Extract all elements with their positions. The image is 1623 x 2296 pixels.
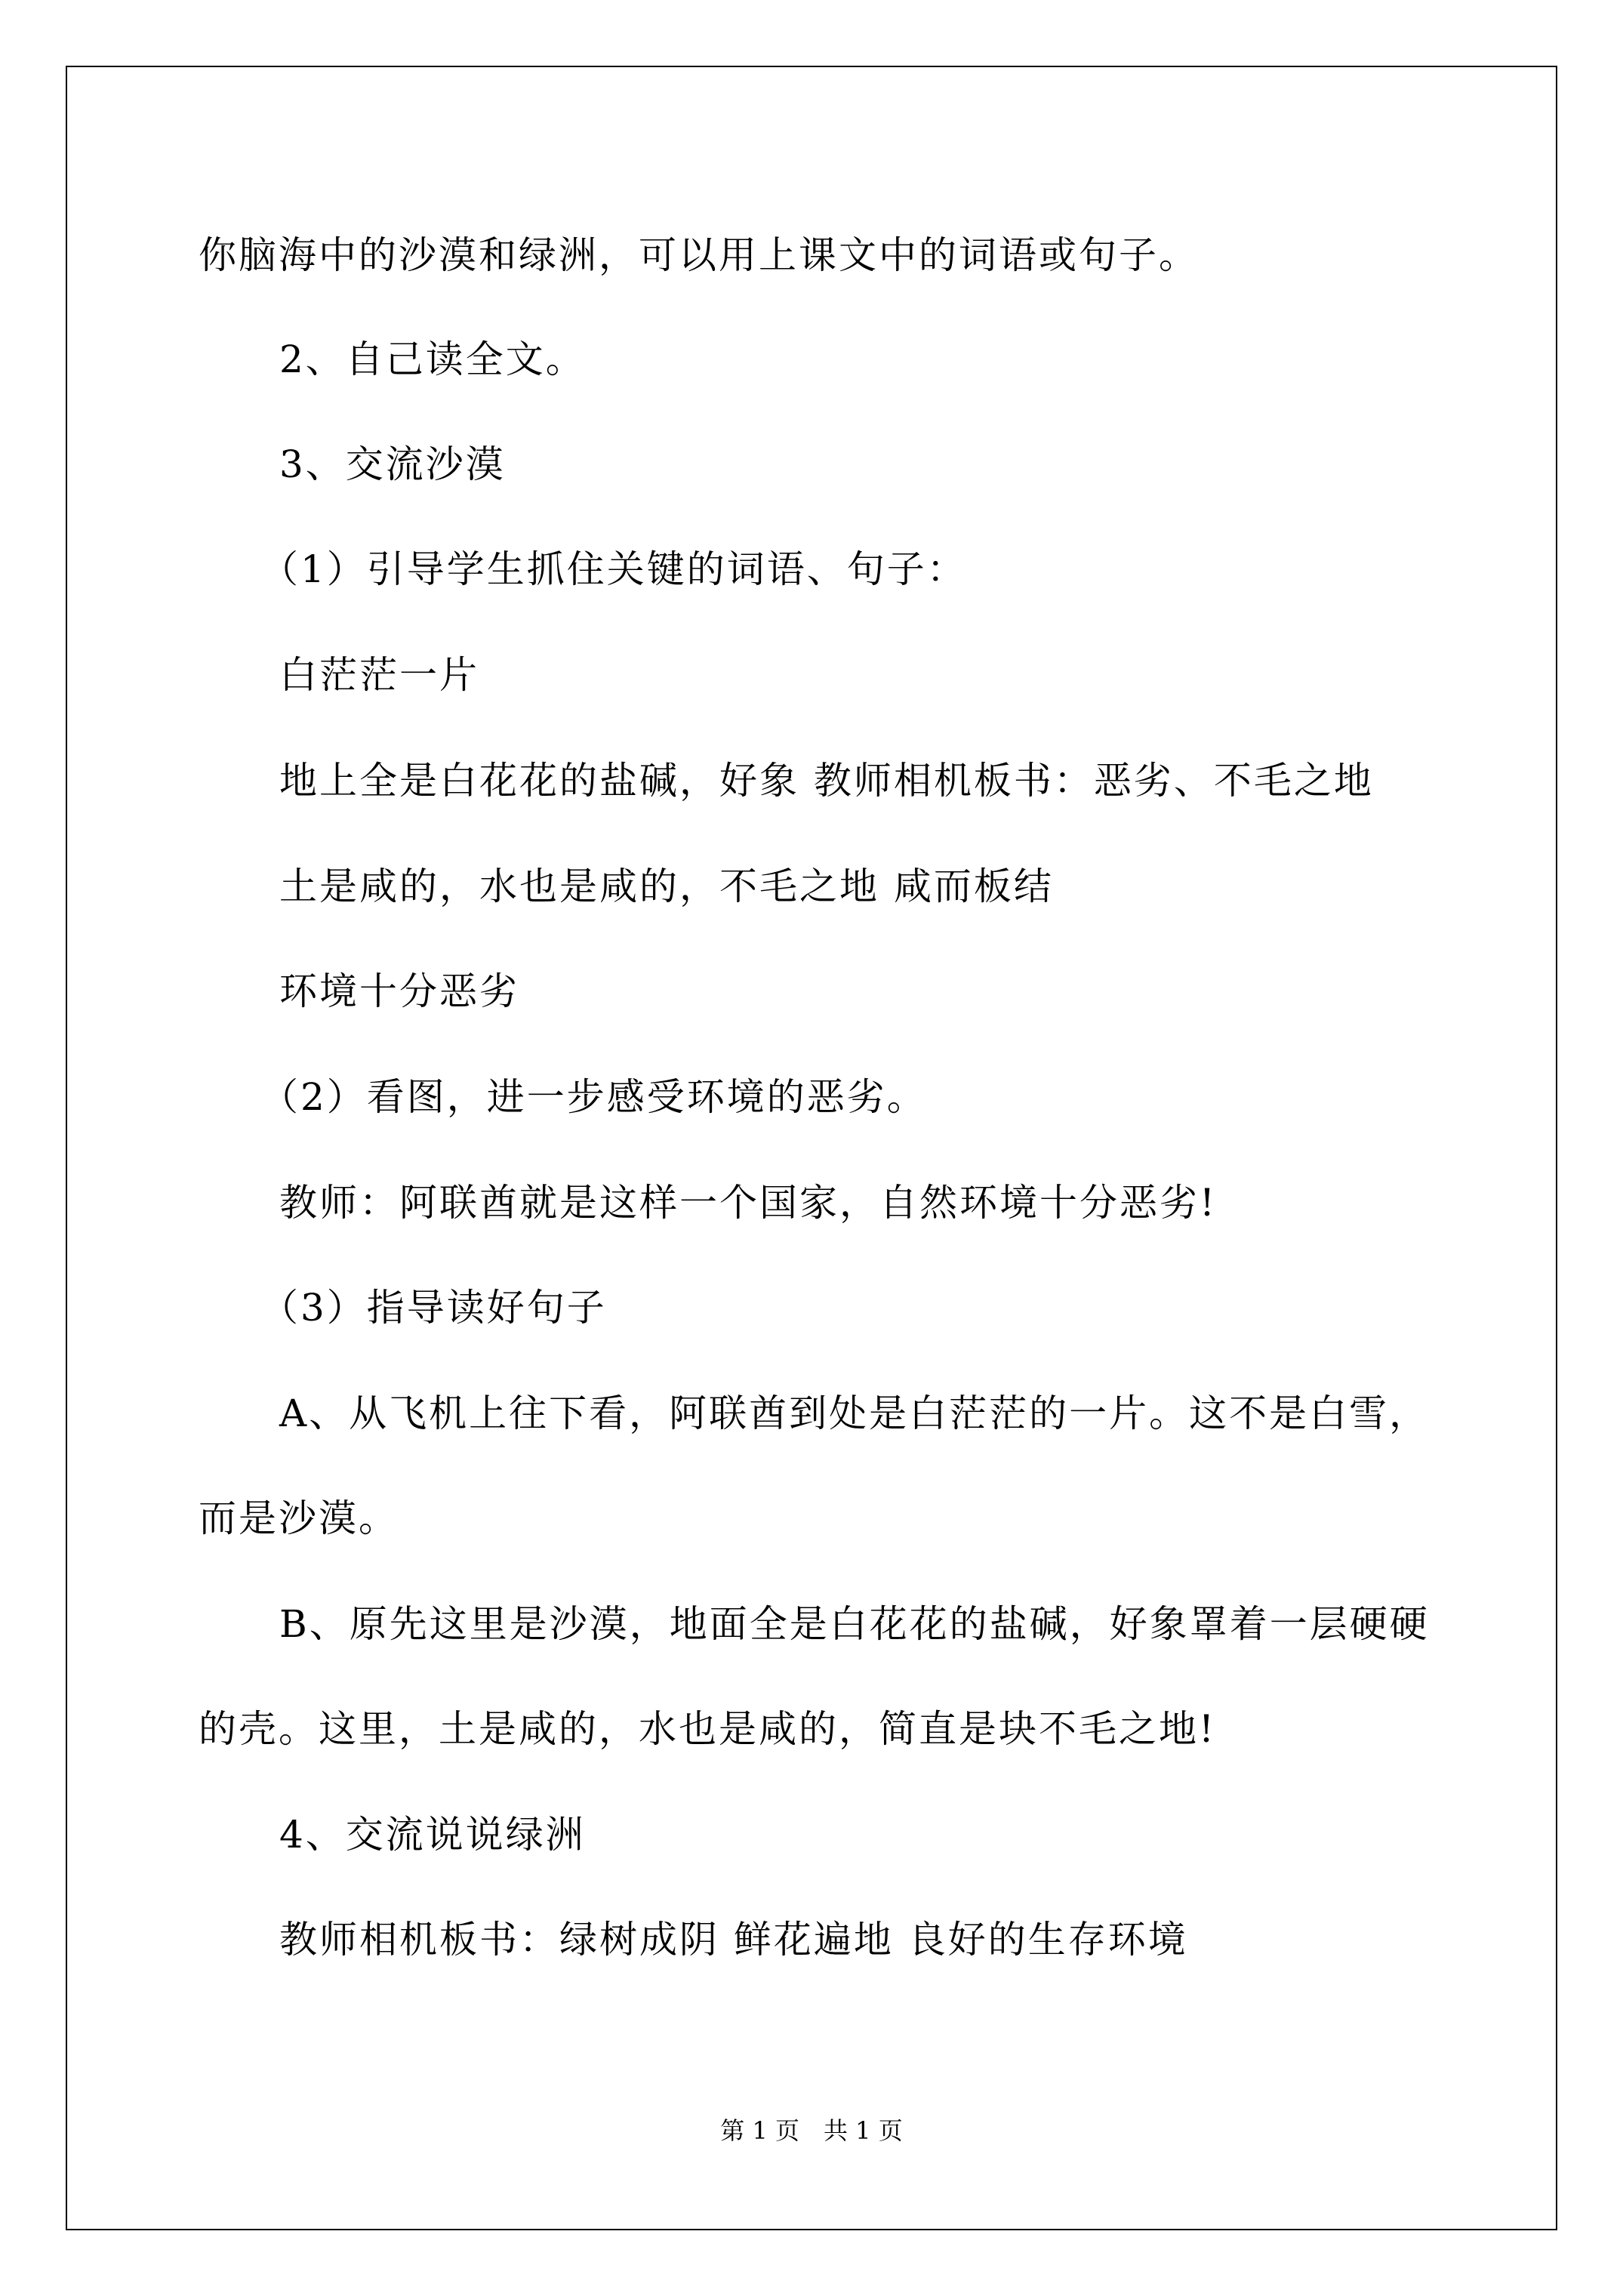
text-line: B、原先这里是沙漠，地面全是白花花的盐碱，好象罩着一层硬硬 — [279, 1602, 1430, 1646]
text-line: 3、交流沙漠 — [279, 442, 506, 486]
text-line: 2、自己读全文。 — [279, 337, 586, 381]
page-footer: 第 1 页 共 1 页 — [720, 2116, 903, 2145]
text-line: （2）看图，进一步感受环境的恶劣。 — [260, 1075, 927, 1119]
text-line: 教师：阿联酋就是这样一个国家，自然环境十分恶劣! — [279, 1181, 1218, 1225]
text-line: 的壳。这里，土是咸的，水也是咸的，简直是块不毛之地! — [199, 1707, 1217, 1751]
text-line: 土是咸的，水也是咸的，不毛之地 咸而板结 — [279, 864, 1054, 908]
text-line: （1）引导学生抓住关键的词语、句子： — [260, 547, 967, 591]
text-line: A、从飞机上往下看，阿联酋到处是白茫茫的一片。这不是白雪， — [279, 1391, 1430, 1435]
text-line: 白茫茫一片 — [279, 653, 479, 697]
text-line: （3）指导读好句子 — [260, 1286, 607, 1330]
text-line: 地上全是白花花的盐碱，好象 教师相机板书：恶劣、不毛之地 — [279, 759, 1374, 803]
text-line: 而是沙漠。 — [199, 1496, 399, 1540]
text-line: 环境十分恶劣 — [279, 969, 519, 1013]
text-line: 你脑海中的沙漠和绿洲，可以用上课文中的词语或句子。 — [199, 233, 1199, 277]
text-line: 4、交流说说绿洲 — [279, 1813, 586, 1857]
text-line: 教师相机板书：绿树成阴 鲜花遍地 良好的生存环境 — [279, 1918, 1188, 1962]
